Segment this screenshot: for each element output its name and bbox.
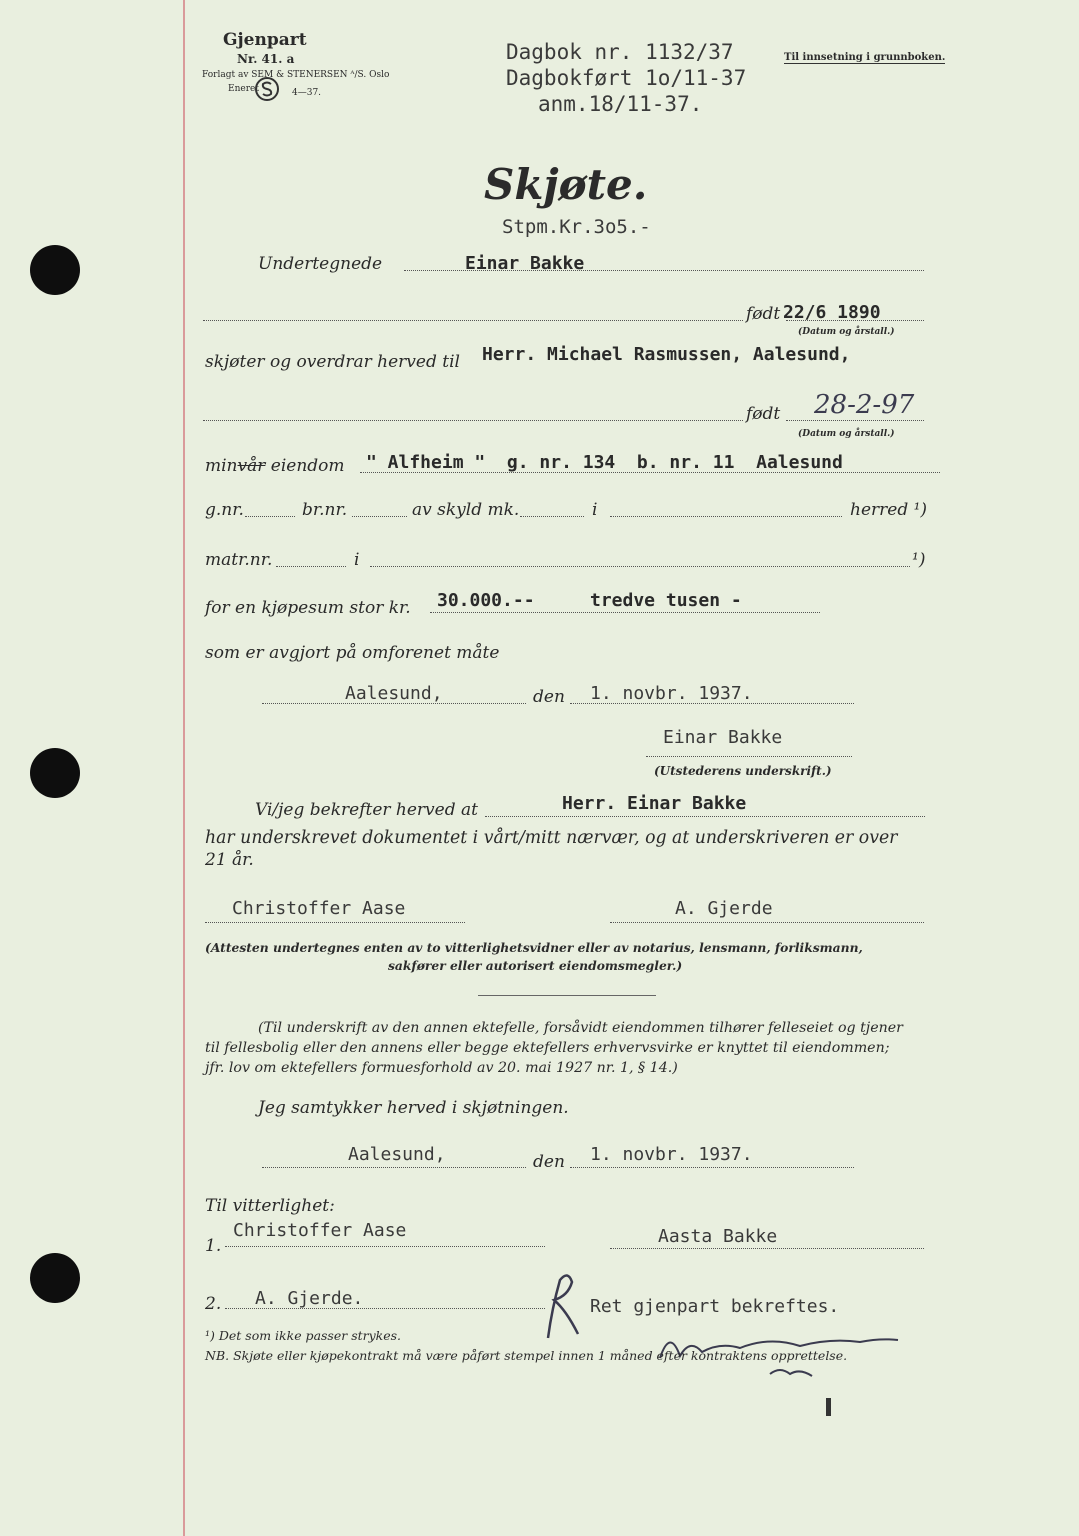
dagbok-registered: Dagbokført 1o/11-37 bbox=[506, 66, 747, 90]
stamp-number: Stpm.Kr.3o5.- bbox=[502, 216, 651, 238]
i-label: i bbox=[592, 500, 598, 520]
footnote-1: ¹) Det som ikke passer strykes. bbox=[205, 1328, 402, 1343]
gnr-label: g.nr. bbox=[205, 500, 244, 520]
spouse-place-line bbox=[262, 1167, 526, 1168]
spouse-witness-2: A. Gjerde. bbox=[255, 1288, 364, 1309]
spouse-witness-2-line bbox=[225, 1308, 545, 1309]
buyer-continuation-line bbox=[203, 420, 743, 421]
price-words: tredve tusen - bbox=[590, 590, 742, 611]
witness-1-line bbox=[205, 922, 465, 923]
issuer-signature-line bbox=[646, 756, 852, 757]
i-line bbox=[610, 516, 842, 517]
buyer-label: skjøter og overdrar herved til bbox=[205, 352, 460, 372]
publisher-logo-icon bbox=[254, 76, 280, 102]
witness-2-line bbox=[610, 922, 924, 923]
settlement-text: som er avgjort på omforenet måte bbox=[205, 643, 500, 663]
spouse-date-line bbox=[570, 1167, 854, 1168]
buyer-born-line bbox=[786, 420, 924, 421]
spouse-signing-date: 1. novbr. 1937. bbox=[590, 1144, 753, 1165]
buyer-date-note: (Datum og årstall.) bbox=[798, 429, 895, 439]
confirmation-line bbox=[485, 816, 925, 817]
skyld-label: av skyld mk. bbox=[412, 500, 520, 520]
section-divider bbox=[478, 995, 656, 996]
matr-i-label: i bbox=[354, 550, 360, 570]
punch-hole-bottom bbox=[30, 1253, 80, 1303]
dagbok-number: Dagbok nr. 1132/37 bbox=[506, 40, 734, 64]
signing-place: Aalesund, bbox=[345, 683, 443, 704]
footnote-nb: NB. Skjøte eller kjøpekontrakt må være påført stempel innen 1 måned efter kontraktens opprettelse. bbox=[205, 1348, 848, 1363]
confirmation-line2: har underskrevet dokumentet i vårt/mitt nærvær, og at underskriveren er over bbox=[205, 828, 898, 848]
buyer-born-label: født bbox=[746, 404, 781, 424]
signing-date: 1. novbr. 1937. bbox=[590, 683, 753, 704]
spouse-witness-1-line bbox=[225, 1246, 545, 1247]
annotation-date: anm.18/11-37. bbox=[538, 92, 703, 116]
seller-born-date: 22/6 1890 bbox=[783, 302, 881, 323]
seller-name: Einar Bakke bbox=[465, 253, 585, 274]
signing-den-label: den bbox=[533, 687, 565, 707]
spouse-signature: Aasta Bakke bbox=[658, 1226, 778, 1247]
certified-copy-text: Ret gjenpart bekreftes. bbox=[590, 1296, 840, 1317]
vitterlighet-label: Til vitterlighet: bbox=[205, 1196, 335, 1216]
brnr-line bbox=[352, 516, 407, 517]
skyld-line bbox=[520, 516, 584, 517]
issuer-signature-label: (Utstederens underskrift.) bbox=[654, 764, 832, 778]
confirmation-line3: 21 år. bbox=[205, 850, 254, 870]
spouse-den-label: den bbox=[533, 1152, 565, 1172]
confirmation-label: Vi/jeg bekrefter herved at bbox=[255, 800, 478, 820]
matr-label: matr.nr. bbox=[205, 550, 273, 570]
spouse-signing-place: Aalesund, bbox=[348, 1144, 446, 1165]
witness-number-2: 2. bbox=[205, 1294, 222, 1314]
gnr-line bbox=[245, 516, 295, 517]
spouse-witness-1: Christoffer Aase bbox=[233, 1220, 407, 1241]
seller-continuation-line bbox=[203, 320, 743, 321]
attestation-note-1: (Attesten undertegnes enten av to vitterlighetsvidner eller av notarius, lensmann, forliksmann, bbox=[205, 940, 863, 955]
herred-label: herred ¹) bbox=[850, 500, 928, 520]
spouse-note-2: til fellesbolig eller den annens eller begge ektefellers erhvervsvirke er knyttet til eiendommen; bbox=[205, 1040, 890, 1056]
buyer-born-date: 28-2-97 bbox=[814, 390, 915, 420]
form-number: Nr. 41. a bbox=[237, 52, 295, 66]
seller-label: Undertegnede bbox=[258, 254, 383, 274]
price-label: for en kjøpesum stor kr. bbox=[205, 598, 411, 618]
gjenpart-title: Gjenpart bbox=[223, 30, 307, 50]
witness-1: Christoffer Aase bbox=[232, 898, 406, 919]
publisher-line: Forlagt av SEM & STENERSEN ᴬ/S. Oslo bbox=[202, 70, 390, 80]
matr-footnote-mark: ¹) bbox=[912, 550, 926, 570]
punch-hole-top bbox=[30, 245, 80, 295]
matr-line bbox=[276, 566, 346, 567]
seller-born-label: født bbox=[746, 304, 781, 324]
confirmation-name: Herr. Einar Bakke bbox=[562, 793, 747, 814]
ink-mark bbox=[826, 1398, 831, 1416]
seller-date-note: (Datum og årstall.) bbox=[798, 327, 895, 337]
form-date: 4—37. bbox=[292, 88, 322, 98]
matr-i-line bbox=[370, 566, 910, 567]
eneret-label: Eneret bbox=[228, 84, 259, 94]
margin-line bbox=[183, 0, 185, 1536]
property-description: " Alfheim " g. nr. 134 b. nr. 11 Aalesund bbox=[366, 452, 843, 473]
price-line bbox=[430, 612, 820, 613]
spouse-note-1: (Til underskrift av den annen ektefelle, forsåvidt eiendommen tilhører felleseiet og tjener bbox=[258, 1020, 903, 1036]
buyer-name: Herr. Michael Rasmussen, Aalesund, bbox=[482, 344, 851, 365]
punch-hole-middle bbox=[30, 748, 80, 798]
price-amount: 30.000.-- bbox=[437, 590, 535, 611]
issuer-signature: Einar Bakke bbox=[663, 727, 783, 748]
consent-text: Jeg samtykker herved i skjøtningen. bbox=[258, 1098, 569, 1118]
witness-number-1: 1. bbox=[205, 1236, 222, 1256]
registration-instruction: Til innsetning i grunnboken. bbox=[784, 52, 946, 63]
witness-2: A. Gjerde bbox=[675, 898, 773, 919]
handwritten-initial-icon bbox=[538, 1268, 586, 1348]
spouse-note-3: jfr. lov om ektefellers formuesforhold av 20. mai 1927 nr. 1, § 14.) bbox=[205, 1060, 678, 1076]
spouse-signature-line bbox=[610, 1248, 924, 1249]
brnr-label: br.nr. bbox=[302, 500, 348, 520]
attestation-note-2: sakfører eller autorisert eiendomsmegler.) bbox=[388, 958, 683, 973]
property-label: minvår eiendom bbox=[205, 456, 345, 476]
document-title: Skjøte. bbox=[484, 160, 648, 209]
